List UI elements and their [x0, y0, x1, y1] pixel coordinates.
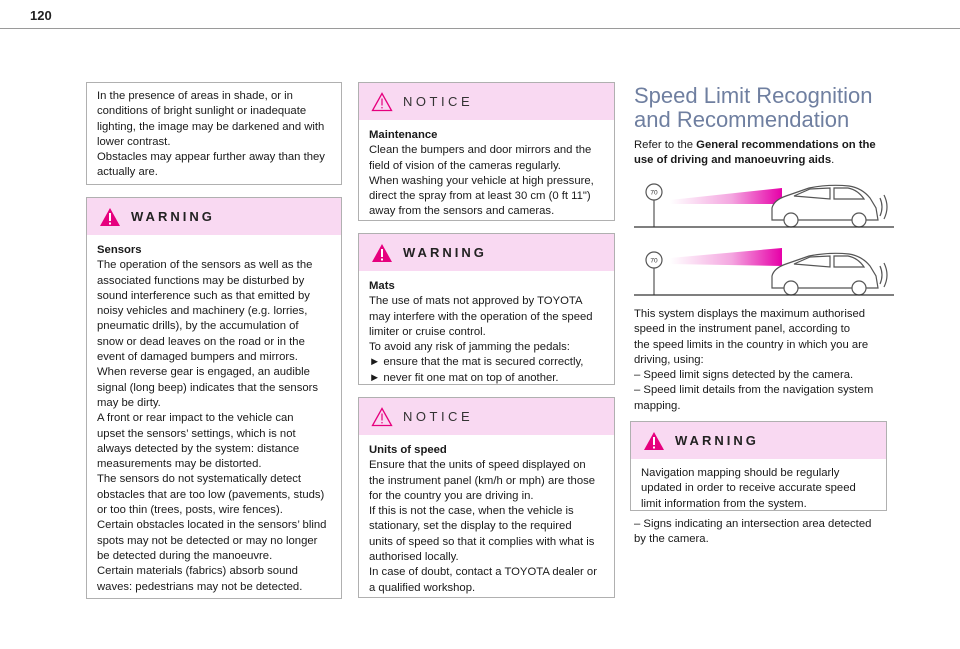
car-icon — [772, 185, 887, 227]
warning-triangle-icon — [99, 207, 121, 227]
sensors-subheading: Sensors — [97, 244, 142, 256]
refer-paragraph — [634, 138, 904, 169]
sensors-text-line: Certain obstacles located in the sensors’ blind — [97, 519, 327, 532]
navigation-warning-text-line: updated in order to receive accurate speed — [641, 482, 856, 495]
sensors-text-line: snow or dead leaves on the road or in the — [97, 335, 305, 348]
speed-limit-sign-value: 70 — [650, 189, 658, 197]
sensors-text-line: be detected during the manoeuvre. — [97, 549, 273, 562]
sensors-text-line: The operation of the sensors as well as the — [97, 259, 313, 272]
notice-maintenance-box — [358, 82, 615, 221]
warning-header — [631, 422, 886, 459]
intersection-text-line: – Signs indicating an intersection area detected — [634, 518, 872, 530]
navigation-warning-text-line: Navigation mapping should be regularly — [641, 467, 840, 479]
units-text-line: authorised locally. — [369, 551, 459, 564]
notice-units-box — [358, 397, 615, 598]
sensors-text-line: may be dirty. — [97, 396, 161, 409]
navigation-warning-text-line: limit information from the system. — [641, 497, 807, 510]
notice-heading: NOTICE — [403, 409, 474, 424]
intersection-text — [634, 517, 909, 548]
sensors-text-line: spots may not be detected or may no longer — [97, 534, 318, 547]
units-text-line: If this is not the case, when the vehicle is — [369, 505, 574, 518]
sensors-text-line: measurements may be distorted. — [97, 458, 262, 471]
units-text-line: stationary, set the display to the required — [369, 520, 572, 533]
header-divider — [0, 28, 960, 29]
description-text-line: This system displays the maximum authorised — [634, 308, 866, 320]
warning-header — [359, 234, 614, 271]
maintenance-text-line: Clean the bumpers and door mirrors and the — [369, 144, 592, 157]
section-title-line-2: and Recommendation — [634, 107, 850, 132]
warning-mats-box — [358, 233, 615, 385]
speed-sign-illustration-1 — [634, 180, 894, 228]
intersection-text-line: by the camera. — [634, 533, 709, 546]
warning-triangle-icon — [371, 243, 393, 263]
warning-triangle-icon — [643, 431, 665, 451]
description-text-line: speed in the instrument panel, according to — [634, 323, 851, 336]
maintenance-text-line: When washing your vehicle at high pressure, — [369, 174, 594, 187]
sensors-text-line: A front or rear impact to the vehicle can — [97, 412, 294, 425]
mats-text-line: ► ensure that the mat is secured correctly, — [369, 356, 584, 369]
intro-text-line: lighting, the image may be darkened and with — [97, 120, 325, 133]
warning-navigation-box — [630, 421, 887, 511]
mats-text-line: The use of mats not approved by TOYOTA — [369, 295, 583, 308]
section-title — [634, 84, 934, 132]
notice-header — [359, 83, 614, 120]
speed-sign-illustration-2 — [634, 248, 894, 296]
warning-sensors-box — [86, 197, 342, 599]
refer-bold-2: use of driving and manoeuvring aids — [634, 154, 832, 167]
notice-header — [359, 398, 614, 435]
maintenance-subheading: Maintenance — [369, 129, 438, 141]
notice-heading: NOTICE — [403, 94, 474, 109]
camera-beam — [670, 248, 782, 266]
sensors-text-line: pneumatic drills), by the accumulation of — [97, 320, 299, 333]
intro-text-line: lower contrast. — [97, 135, 171, 148]
description-text-line: – Speed limit details from the navigation system — [634, 384, 874, 397]
sensors-text-line: The sensors do not systematically detect — [97, 473, 302, 486]
mats-text-line: may interfere with the operation of the speed — [369, 310, 593, 323]
camera-beam — [670, 188, 782, 204]
units-text-line: a qualified workshop. — [369, 581, 476, 594]
units-subheading: Units of speed — [369, 444, 447, 456]
units-text-line: for the country you are driving in. — [369, 489, 534, 502]
intro-box — [86, 82, 342, 185]
sensors-text-line: event of damaged bumpers and mirrors. — [97, 351, 298, 364]
intro-text-line: actually are. — [97, 166, 158, 179]
sensors-text-line: sound interference such as that emitted by — [97, 289, 310, 302]
speed-limit-sign-value: 70 — [650, 257, 658, 265]
units-text-line: Ensure that the units of speed displayed on — [369, 459, 586, 472]
description-text-line: mapping. — [634, 399, 681, 412]
warning-heading: WARNING — [675, 433, 759, 448]
section-title-line-1: Speed Limit Recognition — [634, 83, 873, 108]
intro-text-line: conditions of bright sunlight or inadequate — [97, 105, 307, 118]
sensors-text-line: noisy vehicles and machinery (e.g. lorries, — [97, 305, 308, 318]
warning-header — [87, 198, 341, 235]
intro-text-line: In the presence of areas in shade, or in — [97, 90, 293, 102]
sensors-text-line: always detected by the system: distance — [97, 442, 300, 455]
sensors-text-line: Certain materials (fabrics) absorb sound — [97, 565, 298, 578]
mats-text-line: To avoid any risk of jamming the pedals: — [369, 341, 570, 354]
description-text-line: – Speed limit signs detected by the camera. — [634, 369, 854, 382]
car-icon — [772, 253, 887, 295]
description-text-line: the speed limits in the country in which you are — [634, 338, 869, 351]
sensors-text-line: upset the sensors’ settings, which is not — [97, 427, 296, 440]
warning-heading: WARNING — [131, 209, 215, 224]
sensors-text-line: waves: pedestrians may not be detected. — [97, 580, 303, 593]
system-description — [634, 307, 909, 414]
sensors-text-line: or too thin (trees, posts, wire fences). — [97, 504, 283, 517]
refer-prefix: Refer to the — [634, 139, 697, 151]
sensors-text-line: signal (long beep) indicates that the sensors — [97, 381, 319, 394]
notice-triangle-icon — [371, 407, 393, 427]
description-text-line: driving, using: — [634, 353, 704, 366]
notice-triangle-icon — [371, 92, 393, 112]
maintenance-text-line: field of vision of the cameras regularly. — [369, 159, 561, 172]
refer-suffix: . — [831, 154, 835, 167]
warning-heading: WARNING — [403, 245, 487, 260]
sensors-text-line: obstacles that are too low (pavements, studs) — [97, 488, 325, 501]
mats-subheading: Mats — [369, 280, 395, 292]
intro-text-line: Obstacles may appear further away than they — [97, 151, 325, 164]
units-text-line: In case of doubt, contact a TOYOTA dealer or — [369, 566, 597, 579]
maintenance-text-line: away from the sensors and cameras. — [369, 205, 555, 218]
mats-text-line: limiter or cruise control. — [369, 325, 486, 338]
units-text-line: the instrument panel (km/h or mph) are those — [369, 474, 596, 487]
sensors-text-line: associated functions may be disturbed by — [97, 274, 305, 287]
sensors-text-line: When reverse gear is engaged, an audible — [97, 366, 310, 379]
refer-bold-1: General recommendations on the — [696, 139, 876, 151]
page-number: 120 — [30, 8, 52, 23]
mats-text-line: ► never fit one mat on top of another. — [369, 371, 559, 384]
maintenance-text-line: direct the spray from at least 30 cm (0 ft 11") — [369, 190, 591, 203]
units-text-line: units of speed so that it complies with what is — [369, 535, 595, 548]
